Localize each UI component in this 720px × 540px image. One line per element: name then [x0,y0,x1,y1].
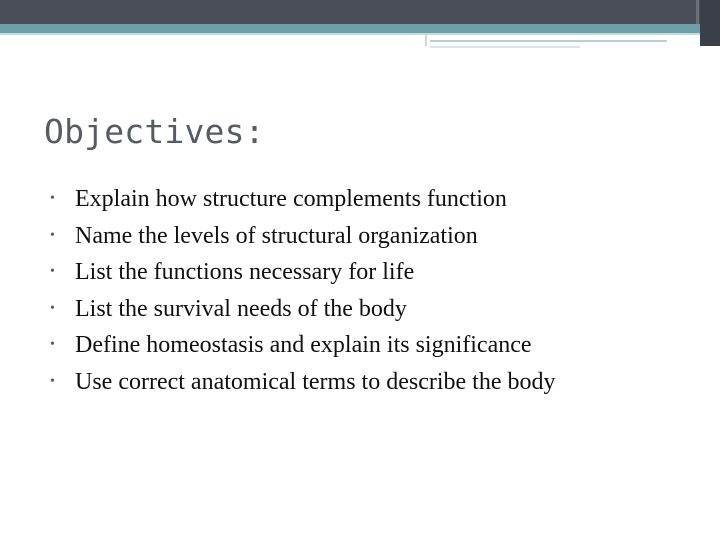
bullet-icon: • [50,264,55,280]
bullet-icon: • [50,373,55,389]
bullet-text: List the survival needs of the body [75,295,407,322]
bullet-item [50,291,690,328]
bullet-item [50,364,690,401]
bullet-icon: • [50,227,55,243]
bullet-text: List the functions necessary for life [75,259,415,286]
bullet-item [50,327,690,364]
bullet-icon: • [50,191,55,206]
bullet-item [50,254,690,291]
bullet-icon: • [50,300,55,316]
bullet-item [50,218,690,255]
bullet-text: Name the levels of structural organization [75,222,478,249]
header-corner-block [700,0,720,46]
bullet-item [50,181,690,218]
header-bar [0,0,720,24]
accent-line [0,33,425,35]
accent-line [430,40,667,42]
accent-line [430,46,580,48]
bullet-text: Use correct anatomical terms to describe the body [75,368,556,395]
bullet-text: Define homeostasis and explain its significance [75,332,532,359]
bullet-icon: • [50,337,55,353]
bullet-list [50,181,690,401]
bullet-text: Explain how structure complements function [75,186,507,212]
slide-title: Objectives: [44,112,265,151]
accent-band [0,24,700,33]
